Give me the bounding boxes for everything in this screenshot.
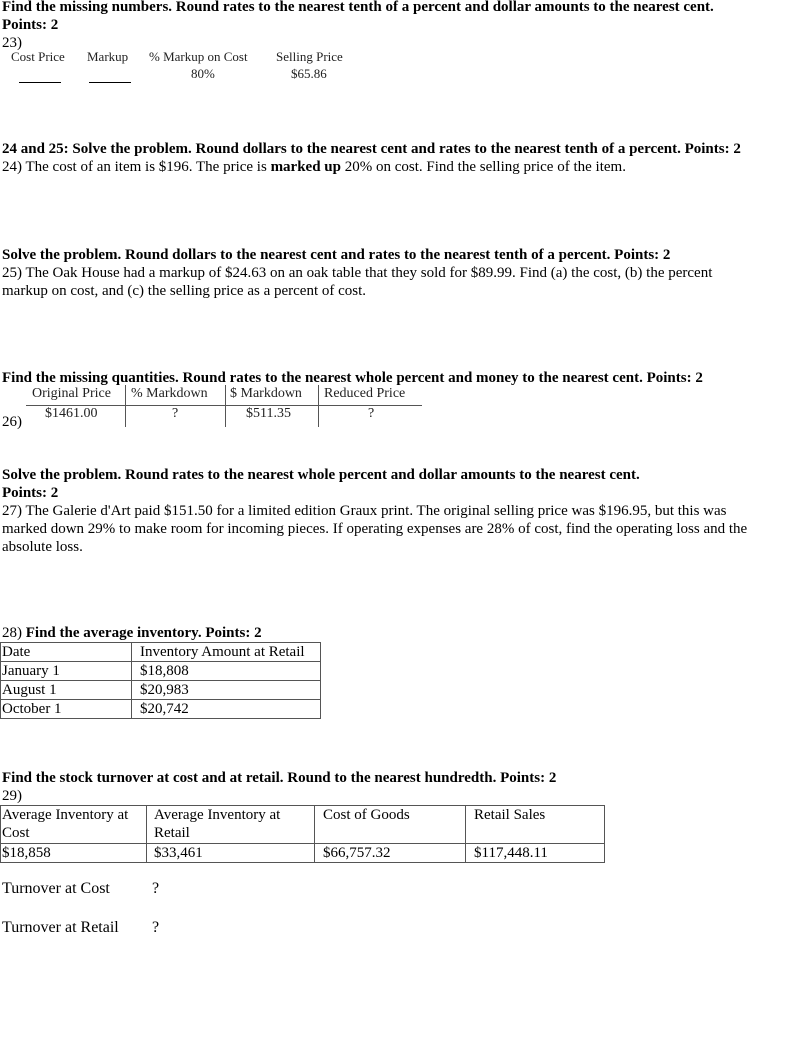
q26-divider-1 bbox=[125, 385, 126, 427]
q23-number: 23) bbox=[2, 35, 22, 51]
q24-text bbox=[2, 158, 752, 176]
q26-original-price-value: $1461.00 bbox=[45, 406, 98, 421]
q28-section bbox=[2, 624, 752, 642]
table-row bbox=[1, 806, 605, 844]
q27-points: Points: 2 bbox=[2, 485, 59, 501]
q28-heading: Find the average inventory. Points: 2 bbox=[25, 625, 262, 641]
q25-heading: Solve the problem. Round dollars to the nearest cent and rates to the nearest tenth of a percent. Points: 2 bbox=[2, 247, 671, 263]
q23-header-pct-markup: % Markup on Cost bbox=[149, 49, 248, 64]
q26-header-reduced-price: Reduced Price bbox=[324, 386, 406, 401]
q23-header-selling-price: Selling Price bbox=[276, 49, 343, 64]
q28-title bbox=[2, 624, 752, 642]
q26-dollar-markdown-value: $511.35 bbox=[246, 406, 291, 421]
table-row bbox=[1, 844, 605, 863]
q29-header-avg-cost: Average Inventory at Cost bbox=[1, 806, 147, 844]
q29-table bbox=[0, 805, 605, 863]
q23-heading: Find the missing numbers. Round rates to the nearest tenth of a percent and dollar amounts to the nearest cent. bbox=[2, 0, 714, 15]
q29-cost-goods-value: $66,757.32 bbox=[315, 844, 466, 863]
q28-date: January 1 bbox=[1, 662, 132, 681]
q26-number: 26) bbox=[2, 414, 22, 430]
q23-header-markup: Markup bbox=[87, 49, 129, 64]
q29-header-cost-goods: Cost of Goods bbox=[315, 806, 466, 844]
q29-avg-cost-value: $18,858 bbox=[1, 844, 147, 863]
q29-heading: Find the stock turnover at cost and at retail. Round to the nearest hundredth. Points: 2 bbox=[2, 770, 557, 786]
q26-divider-3 bbox=[318, 385, 319, 427]
table-row bbox=[1, 681, 321, 700]
q29-avg-retail-value: $33,461 bbox=[147, 844, 315, 863]
q26-table bbox=[26, 385, 426, 427]
q26-header-dollar-markdown: $ Markdown bbox=[230, 386, 302, 401]
q28-table bbox=[0, 642, 321, 719]
q23-cost-price-blank[interactable] bbox=[19, 82, 61, 83]
q27-section bbox=[2, 466, 748, 556]
q26-reduced-price-value[interactable]: ? bbox=[368, 406, 375, 421]
q26-header-original-price: Original Price bbox=[32, 386, 111, 401]
q27-text: 27) The Galerie d'Art paid $151.50 for a limited edition Graux print. The original selling price was $196.95, but this was marked down 29% to make room for incoming pieces. If operating expenses are 28% of cost, find the operating loss and the absolute loss. bbox=[2, 503, 748, 555]
q29-retail-sales-value: $117,448.11 bbox=[466, 844, 605, 863]
table-row bbox=[1, 643, 321, 662]
q23-points: Points: 2 bbox=[2, 17, 59, 33]
table-row bbox=[1, 662, 321, 681]
q29-number: 29) bbox=[2, 788, 22, 804]
q23-pct-markup-value: 80% bbox=[191, 66, 215, 81]
q23-table bbox=[0, 48, 400, 88]
q26-heading: Find the missing quantities. Round rates to the nearest whole percent and money to the nearest cent. Points: 2 bbox=[2, 370, 703, 386]
q28-date: August 1 bbox=[1, 681, 132, 700]
turnover-cost-label: Turnover at Cost bbox=[2, 880, 110, 897]
q24-text-before: 24) The cost of an item is $196. The price is bbox=[2, 159, 271, 175]
q28-amount: $18,808 bbox=[132, 662, 321, 681]
q25-section bbox=[2, 246, 752, 300]
q28-header-amount: Inventory Amount at Retail bbox=[132, 643, 321, 662]
q23-header-cost-price: Cost Price bbox=[11, 49, 65, 64]
q28-date: October 1 bbox=[1, 700, 132, 719]
q23-markup-blank[interactable] bbox=[89, 82, 131, 83]
turnover-retail-label: Turnover at Retail bbox=[2, 919, 119, 936]
q28-amount: $20,742 bbox=[132, 700, 321, 719]
q29-section bbox=[2, 769, 752, 805]
q23-selling-price-value: $65.86 bbox=[291, 66, 327, 81]
q26-divider-2 bbox=[225, 385, 226, 427]
q29-header-avg-retail: Average Inventory at Retail bbox=[147, 806, 315, 844]
q28-header-date: Date bbox=[1, 643, 132, 662]
q26-header-pct-markdown: % Markdown bbox=[131, 386, 208, 401]
q27-heading: Solve the problem. Round rates to the nearest whole percent and dollar amounts to the nearest cent. bbox=[2, 467, 640, 483]
table-row bbox=[1, 700, 321, 719]
q28-number: 28) bbox=[2, 625, 26, 641]
q24-text-bold: marked up bbox=[270, 159, 341, 175]
turnover-retail-value[interactable]: ? bbox=[152, 919, 160, 936]
q28-amount: $20,983 bbox=[132, 681, 321, 700]
q25-text: 25) The Oak House had a markup of $24.63 on an oak table that they sold for $89.99. Find (a) the cost, (b) the percent markup on cost, and (c) the selling price as a percent of cost. bbox=[2, 265, 713, 299]
q26-pct-markdown-value[interactable]: ? bbox=[172, 406, 179, 421]
turnover-cost-value[interactable]: ? bbox=[152, 880, 160, 897]
q24-text-after: 20% on cost. Find the selling price of the item. bbox=[341, 159, 626, 175]
q24-section bbox=[2, 140, 752, 176]
q23-section bbox=[2, 0, 752, 52]
q29-header-retail-sales: Retail Sales bbox=[466, 806, 605, 844]
q24-heading: 24 and 25: Solve the problem. Round dollars to the nearest cent and rates to the nearest tenth of a percent. Points: 2 bbox=[2, 141, 741, 157]
